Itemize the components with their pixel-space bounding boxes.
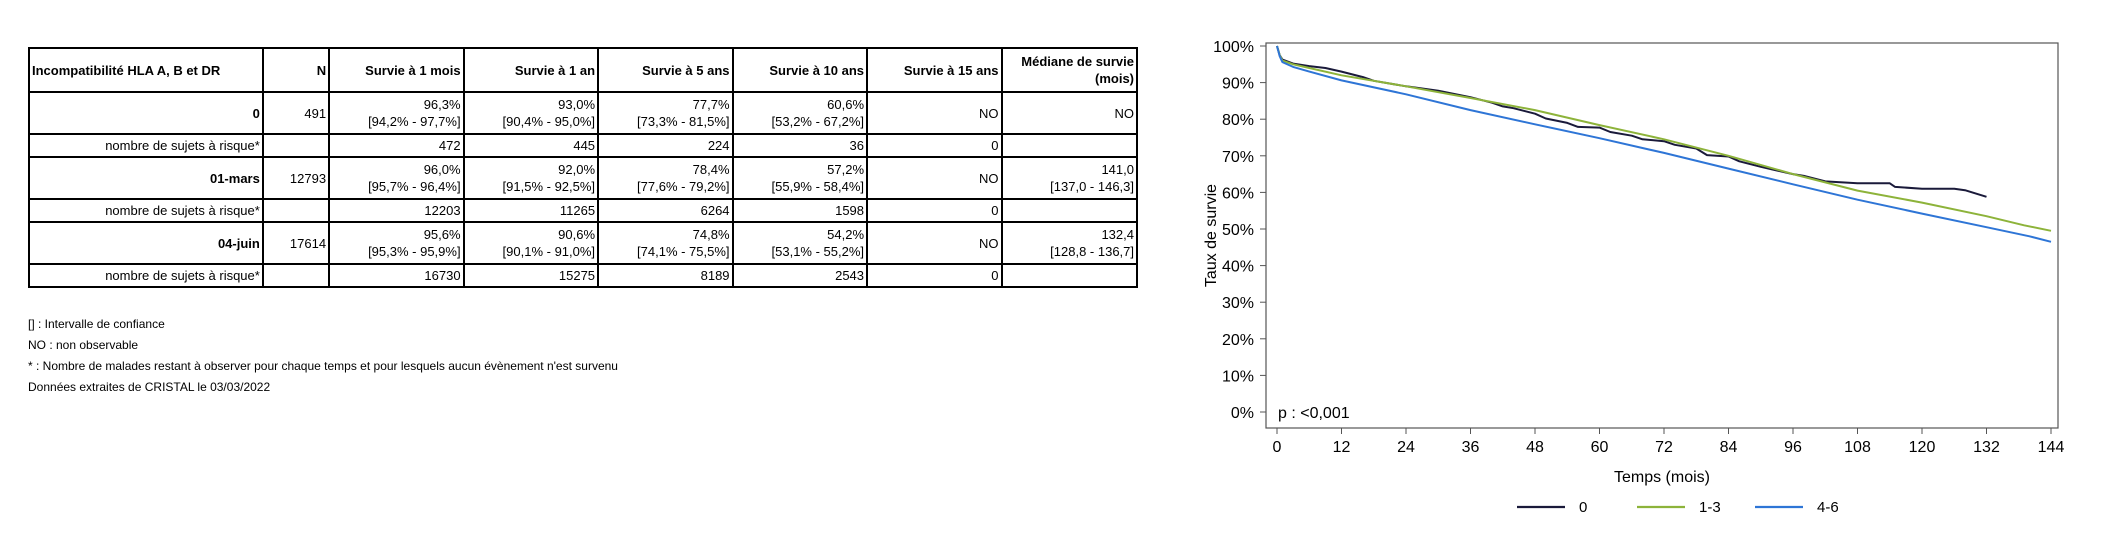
risk-count: 224 (598, 134, 732, 157)
series-line-1-3 (1277, 46, 2051, 231)
y-axis-label: Taux de survie (1203, 183, 1220, 288)
confidence-interval: [90,1% - 91,0%] (502, 244, 596, 259)
header-1-year: Survie à 1 an (464, 48, 598, 92)
confidence-interval: [95,7% - 96,4%] (368, 179, 461, 194)
x-axis (1273, 428, 2065, 456)
median-value: 132,4 (1101, 227, 1134, 242)
median-ci: [137,0 - 146,3] (1050, 179, 1134, 194)
survival-cell-1-month (329, 92, 463, 134)
x-tick-label: 132 (1973, 439, 2000, 456)
risk-count: 2543 (733, 264, 867, 287)
survival-value: 60,6% (827, 97, 865, 112)
series-line-0 (1277, 46, 1987, 197)
survival-value: 74,8% (692, 227, 730, 242)
survival-value: 90,6% (558, 227, 596, 242)
risk-count: 0 (867, 199, 1001, 222)
y-tick-label: 60% (1221, 185, 1254, 203)
survival-table-container (28, 47, 1138, 288)
group-label: 04-juin (29, 222, 263, 264)
confidence-interval: [90,4% - 95,0%] (502, 114, 596, 129)
x-tick-label: 84 (1719, 439, 1738, 456)
risk-empty (263, 134, 329, 157)
risk-row (29, 134, 1137, 157)
header-1-month: Survie à 1 mois (329, 48, 463, 92)
survival-cell-10-years (733, 157, 867, 199)
risk-empty (1002, 199, 1138, 222)
median-cell (1002, 222, 1138, 264)
header-10-years: Survie à 10 ans (733, 48, 867, 92)
survival-value: 95,6% (423, 227, 461, 242)
survival-cell-1-month (329, 157, 463, 199)
risk-label: nombre de sujets à risque* (29, 199, 263, 222)
header-median: Médiane de survie (mois) (1002, 48, 1138, 92)
confidence-interval: [94,2% - 97,7%] (368, 114, 461, 129)
survival-cell-1-year (464, 157, 598, 199)
risk-count: 6264 (598, 199, 732, 222)
group-n: 17614 (263, 222, 329, 264)
legend-label: 4-6 (1817, 499, 1839, 516)
confidence-interval: [73,3% - 81,5%] (637, 114, 730, 129)
header-5-years: Survie à 5 ans (598, 48, 732, 92)
group-label: 01-mars (29, 157, 263, 199)
risk-empty (1002, 264, 1138, 287)
survival-value: 96,3% (423, 97, 461, 112)
footnote-source: Données extraites de CRISTAL le 03/03/2022 (28, 380, 271, 394)
footnote-risk: * : Nombre de malades restant à observer pour chaque temps et pour lesquels aucun évènement n'est survenu (28, 359, 618, 373)
median-value: NO (1114, 105, 1134, 121)
y-tick-label: 20% (1221, 331, 1254, 349)
group-n: 12793 (263, 157, 329, 199)
series-layer (1277, 46, 2051, 242)
x-tick-label: 12 (1332, 439, 1351, 456)
table-row (29, 92, 1137, 134)
y-axis (1213, 39, 1266, 422)
survival-cell-5-years (598, 157, 732, 199)
table-row (29, 157, 1137, 199)
y-tick-label: 50% (1221, 222, 1254, 239)
x-tick-label: 60 (1590, 439, 1609, 456)
y-tick-label: 70% (1221, 148, 1254, 166)
survival-value: 77,7% (692, 97, 730, 112)
risk-count: 12203 (329, 199, 463, 222)
y-tick-label: 100% (1213, 39, 1254, 56)
survival-value: 57,2% (827, 162, 865, 177)
footnotes (28, 314, 618, 398)
survival-table (28, 47, 1138, 288)
x-tick-label: 24 (1397, 439, 1415, 456)
confidence-interval: [53,2% - 67,2%] (771, 114, 865, 129)
y-tick-label: 90% (1221, 75, 1254, 93)
risk-count: 1598 (733, 199, 867, 222)
risk-count: 0 (867, 134, 1001, 157)
risk-count: 36 (733, 134, 867, 157)
legend-label: 0 (1579, 499, 1588, 516)
x-tick-label: 72 (1655, 439, 1673, 456)
risk-count: 0 (867, 264, 1001, 287)
survival-value: 78,4% (692, 162, 730, 177)
median-cell (1002, 157, 1138, 199)
survival-cell-10-years (733, 92, 867, 134)
risk-empty (1002, 134, 1138, 157)
plot-frame (1266, 43, 2058, 428)
risk-count: 11265 (464, 199, 598, 222)
y-tick-label: 10% (1221, 368, 1254, 386)
y-tick-label: 80% (1221, 112, 1254, 130)
header-n: N (263, 48, 329, 92)
table-body (29, 92, 1137, 287)
x-axis-label: Temps (mois) (1613, 469, 1711, 486)
x-tick-label: 0 (1272, 439, 1282, 456)
group-n: 491 (263, 92, 329, 134)
y-tick-label: 40% (1221, 258, 1254, 276)
p-value-annotation: p : <0,001 (1278, 405, 1350, 422)
confidence-interval: [55,9% - 58,4%] (771, 179, 865, 194)
group-label: 0 (29, 92, 263, 134)
survival-chart (1160, 20, 2100, 520)
risk-count: 15275 (464, 264, 598, 287)
risk-row (29, 199, 1137, 222)
confidence-interval: [53,1% - 55,2%] (771, 244, 865, 259)
legend-label: 1-3 (1699, 499, 1721, 516)
header-hla: Incompatibilité HLA A, B et DR (29, 48, 263, 92)
confidence-interval: [77,6% - 79,2%] (637, 179, 730, 194)
survival-cell-15-years: NO (867, 92, 1001, 134)
survival-cell-1-year (464, 222, 598, 264)
risk-count: 472 (329, 134, 463, 157)
survival-value: 93,0% (558, 97, 596, 112)
x-tick-label: 120 (1908, 439, 1936, 456)
y-tick-label: 0% (1230, 405, 1254, 422)
survival-cell-1-year (464, 92, 598, 134)
risk-empty (263, 199, 329, 222)
survival-cell-10-years (733, 222, 867, 264)
confidence-interval: [74,1% - 75,5%] (637, 244, 730, 259)
survival-value: 92,0% (558, 162, 596, 177)
survival-cell-5-years (598, 92, 732, 134)
legend (1517, 499, 1839, 516)
risk-label: nombre de sujets à risque* (29, 134, 263, 157)
x-tick-label: 108 (1844, 439, 1871, 456)
x-tick-label: 96 (1784, 439, 1802, 456)
table-header-row (29, 48, 1137, 92)
risk-label: nombre de sujets à risque* (29, 264, 263, 287)
x-tick-label: 144 (2037, 439, 2065, 456)
survival-cell-15-years: NO (867, 222, 1001, 264)
x-tick-label: 48 (1526, 439, 1544, 456)
confidence-interval: [95,3% - 95,9%] (368, 244, 461, 259)
survival-value: 54,2% (827, 227, 865, 242)
footnote-no: NO : non observable (28, 338, 139, 352)
survival-cell-5-years (598, 222, 732, 264)
survival-cell-1-month (329, 222, 463, 264)
survival-cell-15-years: NO (867, 157, 1001, 199)
risk-count: 16730 (329, 264, 463, 287)
median-ci: [128,8 - 136,7] (1050, 244, 1134, 259)
footnote-ci: [] : Intervalle de confiance (28, 317, 165, 331)
survival-value: 96,0% (423, 162, 461, 177)
series-line-4-6 (1277, 46, 2051, 242)
table-row (29, 222, 1137, 264)
y-tick-label: 30% (1221, 295, 1254, 313)
risk-row (29, 264, 1137, 287)
risk-count: 445 (464, 134, 598, 157)
risk-empty (263, 264, 329, 287)
median-value: 141,0 (1101, 162, 1134, 177)
median-cell (1002, 92, 1138, 134)
risk-count: 8189 (598, 264, 732, 287)
confidence-interval: [91,5% - 92,5%] (502, 179, 596, 194)
header-15-years: Survie à 15 ans (867, 48, 1001, 92)
x-tick-label: 36 (1461, 439, 1480, 456)
